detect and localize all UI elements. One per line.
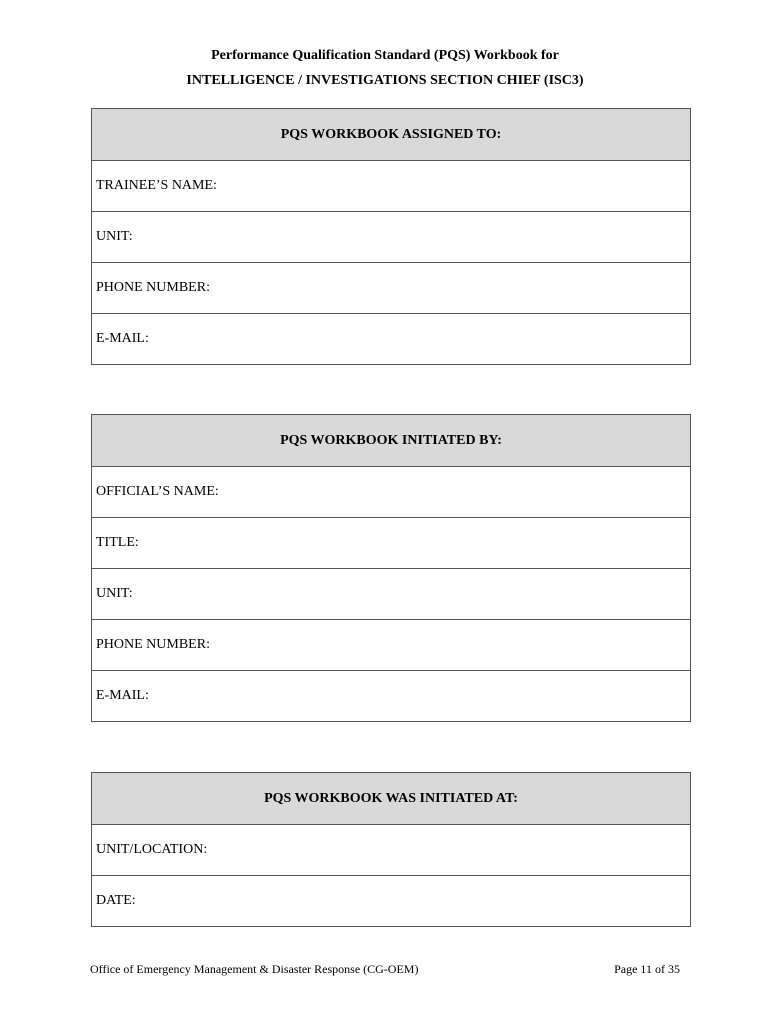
- initiated-by-table: [91, 414, 691, 722]
- trainee-unit-field[interactable]: UNIT:: [92, 212, 691, 263]
- document-subtitle: INTELLIGENCE / INVESTIGATIONS SECTION CHIEF (ISC3): [186, 73, 584, 88]
- trainee-name-field[interactable]: TRAINEE’S NAME:: [92, 161, 691, 212]
- initiated-at-table: [91, 772, 691, 927]
- assigned-to-heading: PQS WORKBOOK ASSIGNED TO:: [92, 109, 691, 161]
- unit-location-field[interactable]: UNIT/LOCATION:: [92, 825, 691, 876]
- official-email-field[interactable]: E-MAIL:: [92, 671, 691, 722]
- date-field[interactable]: DATE:: [92, 876, 691, 927]
- official-title-field[interactable]: TITLE:: [92, 518, 691, 569]
- footer-page-number: Page 11 of 35: [614, 962, 680, 976]
- official-unit-field[interactable]: UNIT:: [92, 569, 691, 620]
- trainee-phone-field[interactable]: PHONE NUMBER:: [92, 263, 691, 314]
- official-name-field[interactable]: OFFICIAL’S NAME:: [92, 467, 691, 518]
- initiated-at-heading: PQS WORKBOOK WAS INITIATED AT:: [92, 773, 691, 825]
- official-phone-field[interactable]: PHONE NUMBER:: [92, 620, 691, 671]
- initiated-by-heading: PQS WORKBOOK INITIATED BY:: [92, 415, 691, 467]
- footer-office: Office of Emergency Management & Disaster Response (CG-OEM): [90, 962, 419, 976]
- assigned-to-table: [91, 108, 691, 365]
- trainee-email-field[interactable]: E-MAIL:: [92, 314, 691, 365]
- document-title: Performance Qualification Standard (PQS) Workbook for: [211, 48, 559, 63]
